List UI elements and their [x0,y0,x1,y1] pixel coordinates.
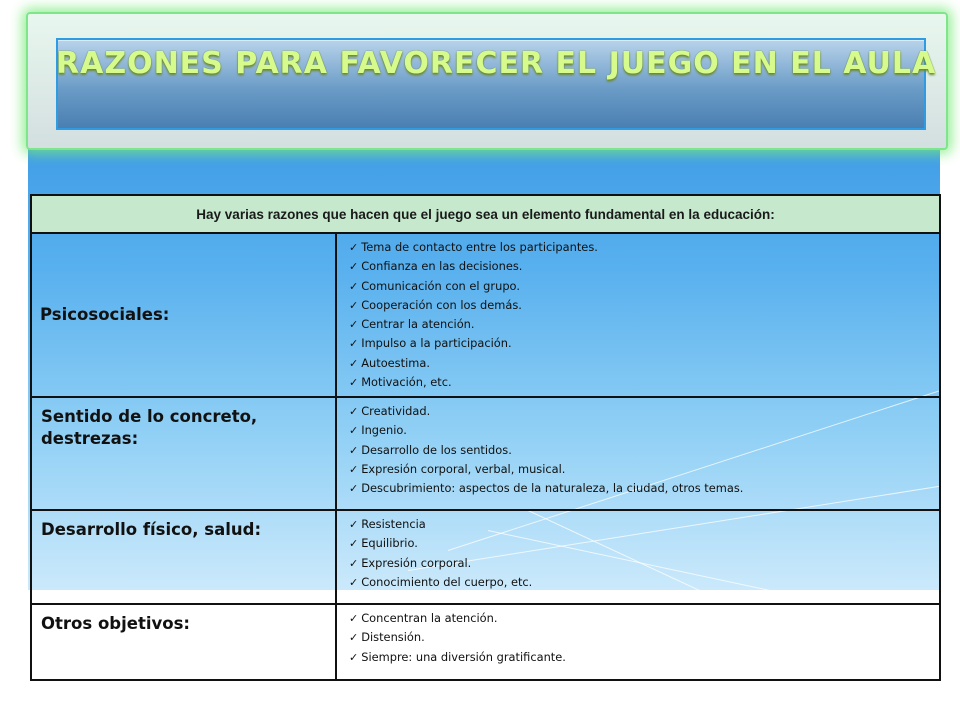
category-label: Otros objetivos: [31,604,336,680]
list-item: ✓ Centrar la atención. [349,317,475,332]
table-row [31,510,940,604]
category-label: Sentido de lo concreto, destrezas: [31,397,336,510]
item-list [337,605,939,669]
list-item: ✓ Cooperación con los demás. [349,297,522,312]
check-icon: ✓ [349,279,359,293]
list-item: ✓ Expresión corporal, verbal, musical. [349,461,566,476]
list-item: ✓ Comunicación con el grupo. [349,278,520,293]
list-item: ✓ Expresión corporal. [349,555,472,570]
check-icon: ✓ [349,443,359,457]
check-icon: ✓ [349,575,359,589]
item-list [337,398,939,500]
list-item: ✓ Conocimiento del cuerpo, etc. [349,574,533,589]
check-icon: ✓ [349,518,359,531]
list-item: ✓ Motivación, etc. [349,375,452,390]
check-icon: ✓ [349,424,359,438]
check-icon: ✓ [349,556,359,570]
check-icon: ✓ [349,482,359,496]
category-label: Psicosociales: [31,233,336,397]
item-list [337,511,939,594]
table-row [31,604,940,680]
list-item: ✓ Resistencia [349,517,426,531]
items-cell [336,510,940,604]
list-item: ✓ Distensión. [349,630,425,645]
reasons-table [30,194,941,681]
check-icon: ✓ [349,631,359,645]
list-item: ✓ Autoestima. [349,355,430,370]
check-icon: ✓ [349,650,359,664]
items-cell [336,397,940,510]
category-label: Desarrollo físico, salud: [31,510,336,604]
items-cell [336,604,940,680]
check-icon: ✓ [349,356,359,370]
list-item: ✓ Impulso a la participación. [349,336,512,351]
list-item: ✓ Concentran la atención. [349,611,498,625]
list-item: ✓ Equilibrio. [349,536,418,551]
list-item: ✓ Creatividad. [349,404,431,418]
check-icon: ✓ [349,537,359,551]
check-icon: ✓ [349,612,359,625]
check-icon: ✓ [349,298,359,312]
check-icon: ✓ [349,260,359,274]
check-icon: ✓ [349,462,359,476]
check-icon: ✓ [349,376,359,390]
list-item: ✓ Confianza en las decisiones. [349,259,523,274]
list-item: ✓ Descubrimiento: aspectos de la naturaleza, la ciudad, otros temas. [349,481,744,496]
list-item: ✓ Tema de contacto entre los participantes. [349,240,598,254]
list-item: ✓ Desarrollo de los sentidos. [349,442,512,457]
item-list [337,234,939,394]
check-icon: ✓ [349,337,359,351]
list-item: ✓ Ingenio. [349,423,407,438]
intro-text: Hay varias razones que hacen que el juego sea un elemento fundamental en la educación: [31,195,940,233]
table-row [31,397,940,510]
table-row [31,233,940,397]
page-title: RAZONES PARA FAVORECER EL JUEGO EN EL AULA [56,46,937,81]
check-icon: ✓ [349,318,359,332]
check-icon: ✓ [349,241,359,254]
items-cell [336,233,940,397]
table-header-row [31,195,940,233]
check-icon: ✓ [349,405,359,418]
list-item: ✓ Siempre: una diversión gratificante. [349,649,566,664]
